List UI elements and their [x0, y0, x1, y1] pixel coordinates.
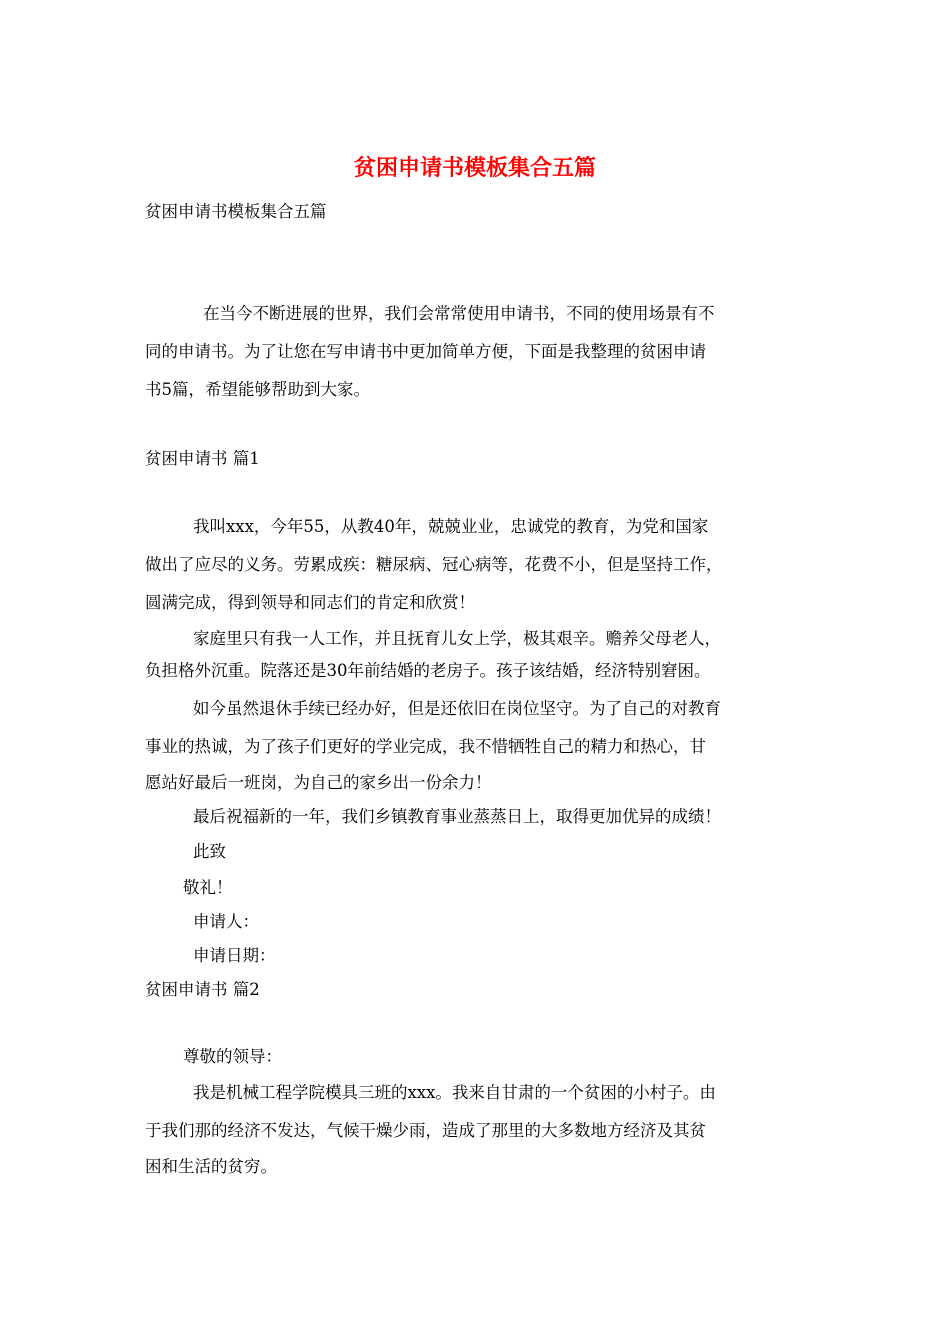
document-subtitle: 贫困申请书模板集合五篇: [145, 202, 327, 221]
document-title: 贫困申请书模板集合五篇: [353, 155, 596, 181]
closing-line: 此致: [193, 842, 226, 861]
intro-line: 在当今不断进展的世界，我们会常常使用申请书，不同的使用场景有不: [203, 304, 715, 323]
paragraph-line: 圆满完成，得到领导和同志们的肯定和欣赏！: [145, 593, 475, 612]
paragraph-line: 做出了应尽的义务。劳累成疾：糖尿病、冠心病等，花费不小，但是坚持工作，: [145, 555, 723, 574]
paragraph-line: 家庭里只有我一人工作，并且抚育儿女上学，极其艰辛。赡养父母老人，: [193, 629, 721, 648]
paragraph-line: 事业的热诚，为了孩子们更好的学业完成，我不惜牺牲自己的精力和热心，甘: [145, 737, 706, 756]
salutation-line: 尊敬的领导：: [183, 1047, 282, 1066]
paragraph-line: 我是机械工程学院模具三班的xxx。我来自甘肃的一个贫困的小村子。由: [193, 1083, 716, 1102]
closing-line: 敬礼！: [183, 878, 233, 897]
signature-line: 申请人：: [193, 912, 259, 931]
section-heading: 贫困申请书 篇1: [145, 449, 260, 468]
date-line: 申请日期：: [193, 946, 276, 965]
paragraph-line: 最后祝福新的一年，我们乡镇教育事业蒸蒸日上，取得更加优异的成绩！: [193, 807, 721, 826]
paragraph-line: 负担格外沉重。院落还是30年前结婚的老房子。孩子该结婚，经济特别窘困。: [145, 661, 711, 680]
paragraph-line: 如今虽然退休手续已经办好，但是还依旧在岗位坚守。为了自己的对教育: [193, 699, 721, 718]
paragraph-line: 愿站好最后一班岗，为自己的家乡出一份余力！: [145, 773, 492, 792]
paragraph-line: 于我们那的经济不发达，气候干燥少雨，造成了那里的大多数地方经济及其贫: [145, 1121, 706, 1140]
intro-line: 书5篇，希望能够帮助到大家。: [145, 380, 370, 399]
paragraph-line: 我叫xxx，今年55，从教40年，兢兢业业，忠诚党的教育，为党和国家: [193, 517, 709, 536]
paragraph-line: 困和生活的贫穷。: [145, 1157, 277, 1176]
intro-line: 同的申请书。为了让您在写申请书中更加简单方便，下面是我整理的贫困申请: [145, 342, 706, 361]
section-heading: 贫困申请书 篇2: [145, 980, 260, 999]
